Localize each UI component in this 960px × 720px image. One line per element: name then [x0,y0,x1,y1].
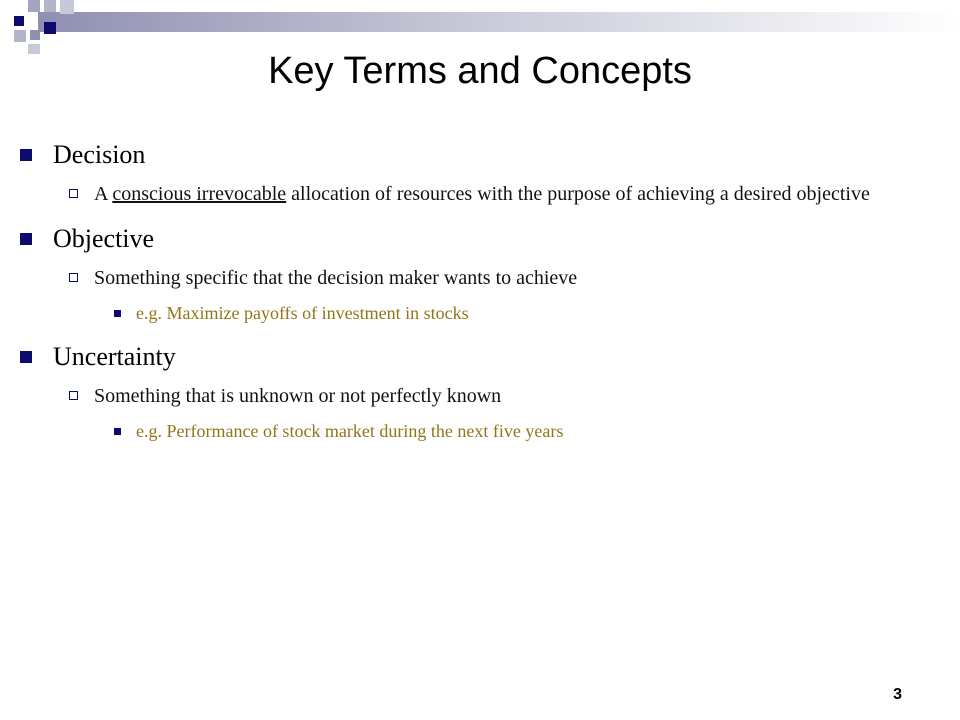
hollow-square-bullet-icon [69,273,78,282]
definition-rest: allocation of resources with the purpose of achieving a desired objective [286,183,870,205]
slide-body [20,138,950,458]
definition-underlined: conscious irrevocable [112,183,287,205]
definition-text: Something specific that the decision maker wants to achieve [94,267,578,289]
example-objective [114,300,950,326]
bullet-uncertainty [20,340,950,374]
page-number: 3 [893,686,902,703]
hollow-square-bullet-icon [69,189,78,198]
definition-uncertainty [69,382,950,410]
bullet-objective [20,222,950,256]
definition-objective [69,264,950,292]
square-bullet-icon [20,149,32,161]
hollow-square-bullet-icon [69,391,78,400]
definition-text: Something that is unknown or not perfectly known [94,385,502,407]
square-bullet-icon [20,351,32,363]
square-bullet-icon [20,233,32,245]
term-block-objective [20,222,950,326]
definition-prefix: A [94,183,113,205]
slide-title: Key Terms and Concepts [268,50,692,92]
term-label: Objective [53,224,155,253]
example-text: e.g. Performance of stock market during the next five years [136,421,564,441]
term-block-decision [20,138,950,208]
term-block-uncertainty [20,340,950,444]
bullet-decision [20,138,950,172]
term-label: Decision [53,140,146,169]
small-square-bullet-icon [114,310,121,317]
small-square-bullet-icon [114,428,121,435]
term-label: Uncertainty [53,342,176,371]
definition-decision [69,180,950,208]
example-uncertainty [114,418,950,444]
example-text: e.g. Maximize payoffs of investment in stocks [136,303,469,323]
